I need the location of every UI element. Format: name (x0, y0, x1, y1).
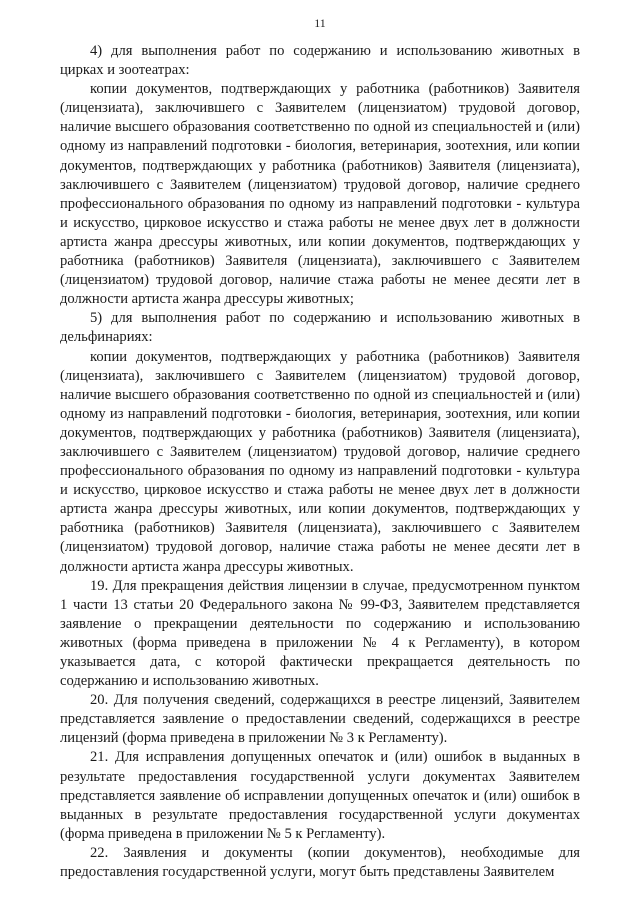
paragraph-21: 21. Для исправления допущенных опечаток и (или) ошибок в выданных в результате предоставления государственной услуги документах Заявителем представляется заявление об исправлении допущенных опечаток и (или) ошибок в выданных в результате предоставления государственной услуги документах (форма приведена в приложении № 5 к Регламенту). (60, 749, 580, 842)
paragraph-20: 20. Для получения сведений, содержащихся в реестре лицензий, Заявителем представляется заявление о предоставлении сведений, содержащихся в реестре лицензий (форма приведена в приложении № 3 к Регламенту). (60, 692, 580, 747)
page-number: 11 (314, 16, 326, 30)
document-body (60, 42, 580, 882)
paragraph-dolphinarium-documents: копии документов, подтверждающих у работника (работников) Заявителя (лицензиата), заключившего с Заявителем (лицензиатом) трудовой договор, наличие высшего образования соответственно по одной из специальностей и (или) одному из направлений подготовки - биология, ветеринария, зоотехния, или копии документов, подтверждающих у работника (работников) Заявителя (лицензиата), заключившего с Заявителем (лицензиатом) трудовой договор, наличие среднего профессионального образования по одному из направлений подготовки - культура и искусство, цирковое искусство и стажа работы не менее двух лет в должности артиста жанра дрессуры животных, или копии документов, подтверждающих у работника (работников) Заявителя (лицензиата), заключившего с Заявителем (лицензиатом) трудовой договор, наличие стажа работы не менее десяти лет в должности артиста жанра дрессуры животных. (60, 348, 580, 575)
paragraph-item-5: 5) для выполнения работ по содержанию и использованию животных в дельфинариях: (60, 310, 580, 346)
paragraph-item-4: 4) для выполнения работ по содержанию и использованию животных в цирках и зоотеатрах: (60, 43, 580, 79)
paragraph-circus-documents: копии документов, подтверждающих у работника (работников) Заявителя (лицензиата), заключившего с Заявителем (лицензиатом) трудовой договор, наличие высшего образования соответственно по одной из специальностей и (или) одному из направлений подготовки - биология, ветеринария, зоотехния, или копии документов, подтверждающих у работника (работников) Заявителя (лицензиата), заключившего с Заявителем (лицензиатом) трудовой договор, наличие среднего профессионального образования по одному из направлений подготовки - культура и искусство, цирковое искусство и стажа работы не менее двух лет в должности артиста жанра дрессуры животных, или копии документов, подтверждающих у работника (работников) Заявителя (лицензиата), заключившего с Заявителем (лицензиатом) трудовой договор, наличие стажа работы не менее десяти лет в должности артиста жанра дрессуры животных; (60, 81, 580, 308)
paragraph-22: 22. Заявления и документы (копии документов), необходимые для предоставления государственной услуги, могут быть представлены Заявителем (60, 844, 580, 881)
paragraph-19: 19. Для прекращения действия лицензии в случае, предусмотренном пунктом 1 части 13 статьи 20 Федерального закона № 99-ФЗ, Заявителем представляется заявление о прекращении деятельности по содержанию и использованию животных (форма приведена в приложении № 4 к Регламенту), в котором указывается дата, с которой фактически прекращается деятельность по содержанию и использованию животных. (60, 577, 580, 690)
